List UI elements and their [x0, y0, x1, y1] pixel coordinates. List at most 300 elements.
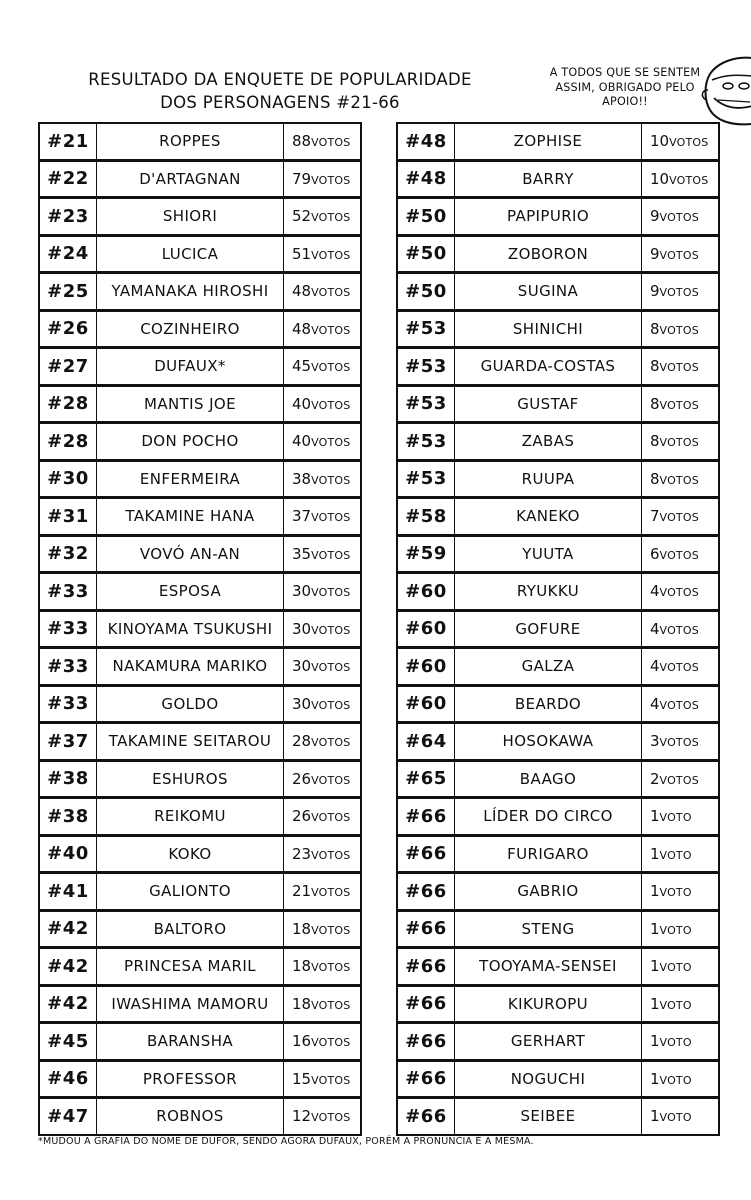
character-name-cell: LÍDER DO CIRCO	[455, 796, 642, 834]
author-note	[540, 66, 710, 110]
table-row	[40, 871, 360, 909]
character-name-cell: FURIGARO	[455, 834, 642, 872]
character-name-cell: GUSTAF	[455, 384, 642, 422]
table-row	[40, 346, 360, 384]
rank-cell: #31	[40, 496, 97, 534]
character-name-cell: BALTORO	[97, 909, 284, 947]
table-row	[40, 309, 360, 347]
votes-count: 8	[650, 432, 660, 451]
votes-cell	[642, 796, 718, 834]
title-line-2: DOS PERSONAGENS #21-66	[160, 93, 400, 112]
votes-unit: VOTOS	[659, 773, 699, 787]
character-name-cell: NAKAMURA MARIKO	[97, 646, 284, 684]
votes-count: 30	[292, 657, 312, 676]
votes-count: 26	[292, 769, 312, 788]
rank-cell: #60	[398, 684, 455, 722]
votes-unit: VOTOS	[311, 1036, 351, 1050]
votes-cell	[284, 384, 360, 422]
votes-cell	[642, 909, 718, 947]
table-row	[398, 909, 718, 947]
ranking-table-right	[396, 122, 720, 1136]
votes-unit: VOTOS	[659, 361, 699, 375]
votes-cell	[642, 346, 718, 384]
votes-count: 4	[650, 582, 660, 601]
rank-cell: #64	[398, 721, 455, 759]
votes-cell	[642, 234, 718, 272]
votes-cell	[284, 124, 360, 159]
votes-cell	[642, 871, 718, 909]
character-name-cell: YUUTA	[455, 534, 642, 572]
table-row	[40, 196, 360, 234]
votes-unit: VOTOS	[311, 961, 351, 975]
votes-unit: VOTOS	[311, 1073, 351, 1087]
table-row	[40, 534, 360, 572]
votes-unit: VOTO	[659, 923, 692, 937]
votes-cell	[642, 646, 718, 684]
votes-cell	[642, 159, 718, 197]
votes-count: 1	[650, 1069, 660, 1088]
votes-unit: VOTO	[659, 998, 692, 1012]
table-row	[398, 196, 718, 234]
table-row	[398, 234, 718, 272]
rank-cell: #46	[40, 1059, 97, 1097]
table-row	[398, 609, 718, 647]
character-name-cell: PROFESSOR	[97, 1059, 284, 1097]
votes-unit: VOTOS	[659, 698, 699, 712]
table-row	[398, 384, 718, 422]
rank-cell: #59	[398, 534, 455, 572]
table-row	[40, 834, 360, 872]
rank-cell: #33	[40, 684, 97, 722]
rank-cell: #66	[398, 984, 455, 1022]
character-name-cell: KANEKO	[455, 496, 642, 534]
character-name-cell: ZOPHISE	[455, 124, 642, 159]
rank-cell: #30	[40, 459, 97, 497]
votes-count: 8	[650, 319, 660, 338]
votes-unit: VOTOS	[311, 923, 351, 937]
votes-unit: VOTOS	[659, 548, 699, 562]
character-name-cell: SHIORI	[97, 196, 284, 234]
rank-cell: #66	[398, 1059, 455, 1097]
votes-count: 8	[650, 357, 660, 376]
table-row	[398, 271, 718, 309]
votes-count: 12	[292, 1107, 312, 1126]
votes-cell	[284, 459, 360, 497]
votes-cell	[284, 346, 360, 384]
votes-cell	[284, 234, 360, 272]
rank-cell: #26	[40, 309, 97, 347]
votes-count: 15	[292, 1069, 312, 1088]
votes-count: 7	[650, 507, 660, 526]
table-row	[40, 459, 360, 497]
votes-cell	[284, 196, 360, 234]
votes-unit: VOTOS	[659, 586, 699, 600]
votes-cell	[284, 684, 360, 722]
votes-cell	[642, 124, 718, 159]
votes-count: 45	[292, 357, 312, 376]
table-row	[40, 496, 360, 534]
table-row	[40, 796, 360, 834]
votes-cell	[642, 759, 718, 797]
votes-unit: VOTOS	[659, 398, 699, 412]
table-row	[398, 459, 718, 497]
character-name-cell: ROPPES	[97, 124, 284, 159]
rank-cell: #60	[398, 571, 455, 609]
votes-count: 10	[650, 132, 670, 151]
character-name-cell: LUCICA	[97, 234, 284, 272]
votes-unit: VOTOS	[659, 248, 699, 262]
rank-cell: #58	[398, 496, 455, 534]
votes-cell	[284, 721, 360, 759]
rank-cell: #53	[398, 384, 455, 422]
votes-unit: VOTOS	[311, 586, 351, 600]
votes-cell	[284, 159, 360, 197]
rank-cell: #66	[398, 871, 455, 909]
table-row	[40, 271, 360, 309]
votes-unit: VOTOS	[311, 473, 351, 487]
table-row	[398, 834, 718, 872]
votes-unit: VOTOS	[311, 323, 351, 337]
votes-count: 1	[650, 919, 660, 938]
character-name-cell: GALZA	[455, 646, 642, 684]
table-row	[40, 1059, 360, 1097]
votes-count: 8	[650, 394, 660, 413]
author-face-icon	[696, 50, 751, 130]
rank-cell: #66	[398, 1021, 455, 1059]
character-name-cell: SEIBEE	[455, 1096, 642, 1134]
table-row	[398, 534, 718, 572]
votes-cell	[642, 534, 718, 572]
votes-cell	[642, 609, 718, 647]
table-row	[398, 646, 718, 684]
table-row	[40, 124, 360, 159]
votes-count: 40	[292, 432, 312, 451]
votes-cell	[642, 984, 718, 1022]
character-name-cell: KINOYAMA TSUKUSHI	[97, 609, 284, 647]
table-row	[398, 159, 718, 197]
table-row	[398, 1059, 718, 1097]
votes-count: 26	[292, 807, 312, 826]
rank-cell: #48	[398, 159, 455, 197]
rank-cell: #50	[398, 196, 455, 234]
character-name-cell: SUGINA	[455, 271, 642, 309]
rank-cell: #53	[398, 421, 455, 459]
votes-cell	[642, 571, 718, 609]
table-row	[398, 759, 718, 797]
table-row	[40, 946, 360, 984]
votes-count: 1	[650, 882, 660, 901]
rank-cell: #28	[40, 421, 97, 459]
author-note-line-3: APOIO!!	[602, 95, 648, 108]
votes-unit: VOTOS	[311, 698, 351, 712]
votes-count: 37	[292, 507, 312, 526]
votes-cell	[642, 1096, 718, 1134]
votes-unit: VOTO	[659, 811, 692, 825]
table-row	[398, 984, 718, 1022]
votes-unit: VOTOS	[311, 661, 351, 675]
votes-count: 1	[650, 957, 660, 976]
footnote: *MUDOU A GRAFIA DO NOME DE DUFOR, SENDO AGORA DUFAUX, PORÉM A PRONÚNCIA É A MESMA.	[38, 1136, 534, 1147]
votes-unit: VOTO	[659, 1111, 692, 1125]
rank-cell: #42	[40, 909, 97, 947]
votes-cell	[642, 946, 718, 984]
votes-unit: VOTOS	[659, 736, 699, 750]
votes-unit: VOTOS	[311, 811, 351, 825]
rank-cell: #33	[40, 646, 97, 684]
rank-cell: #60	[398, 609, 455, 647]
rank-cell: #53	[398, 459, 455, 497]
character-name-cell: ROBNOS	[97, 1096, 284, 1134]
character-name-cell: ENFERMEIRA	[97, 459, 284, 497]
table-row	[398, 571, 718, 609]
votes-unit: VOTOS	[659, 623, 699, 637]
votes-cell	[642, 384, 718, 422]
votes-unit: VOTOS	[311, 398, 351, 412]
votes-count: 40	[292, 394, 312, 413]
votes-count: 1	[650, 807, 660, 826]
votes-cell	[284, 646, 360, 684]
character-name-cell: TAKAMINE HANA	[97, 496, 284, 534]
rank-cell: #25	[40, 271, 97, 309]
votes-count: 1	[650, 994, 660, 1013]
votes-unit: VOTOS	[669, 136, 709, 150]
votes-cell	[642, 496, 718, 534]
rank-cell: #66	[398, 1096, 455, 1134]
votes-cell	[642, 834, 718, 872]
character-name-cell: PAPIPURIO	[455, 196, 642, 234]
votes-count: 1	[650, 1107, 660, 1126]
table-row	[40, 571, 360, 609]
votes-unit: VOTOS	[311, 511, 351, 525]
table-row	[398, 309, 718, 347]
votes-cell	[284, 271, 360, 309]
votes-count: 48	[292, 282, 312, 301]
character-name-cell: ZABAS	[455, 421, 642, 459]
table-row	[40, 1096, 360, 1134]
table-row	[398, 1021, 718, 1059]
table-row	[40, 984, 360, 1022]
character-name-cell: ZOBORON	[455, 234, 642, 272]
votes-count: 1	[650, 844, 660, 863]
votes-cell	[284, 309, 360, 347]
votes-unit: VOTOS	[311, 848, 351, 862]
rank-cell: #40	[40, 834, 97, 872]
rank-cell: #33	[40, 609, 97, 647]
rank-cell: #66	[398, 796, 455, 834]
votes-count: 9	[650, 282, 660, 301]
table-row	[398, 946, 718, 984]
votes-unit: VOTOS	[311, 173, 351, 187]
character-name-cell: DON POCHO	[97, 421, 284, 459]
rank-cell: #66	[398, 909, 455, 947]
rank-cell: #60	[398, 646, 455, 684]
votes-count: 18	[292, 919, 312, 938]
table-row	[398, 796, 718, 834]
character-name-cell: YAMANAKA HIROSHI	[97, 271, 284, 309]
rank-cell: #42	[40, 984, 97, 1022]
votes-unit: VOTO	[659, 848, 692, 862]
character-name-cell: KOKO	[97, 834, 284, 872]
rank-cell: #27	[40, 346, 97, 384]
votes-count: 10	[650, 169, 670, 188]
rank-cell: #24	[40, 234, 97, 272]
rank-cell: #33	[40, 571, 97, 609]
votes-count: 4	[650, 619, 660, 638]
table-row	[40, 759, 360, 797]
votes-count: 23	[292, 844, 312, 863]
title-line-1: RESULTADO DA ENQUETE DE POPULARIDADE	[88, 70, 472, 89]
rank-cell: #42	[40, 946, 97, 984]
votes-unit: VOTOS	[659, 211, 699, 225]
votes-cell	[284, 871, 360, 909]
votes-cell	[284, 796, 360, 834]
votes-unit: VOTOS	[659, 286, 699, 300]
rank-cell: #37	[40, 721, 97, 759]
table-row	[398, 1096, 718, 1134]
character-name-cell: GABRIO	[455, 871, 642, 909]
votes-count: 38	[292, 469, 312, 488]
table-row	[40, 421, 360, 459]
character-name-cell: DUFAUX*	[97, 346, 284, 384]
votes-unit: VOTOS	[659, 511, 699, 525]
votes-cell	[284, 421, 360, 459]
character-name-cell: TAKAMINE SEITAROU	[97, 721, 284, 759]
rank-cell: #22	[40, 159, 97, 197]
table-row	[398, 124, 718, 159]
votes-cell	[284, 1096, 360, 1134]
table-row	[398, 721, 718, 759]
character-name-cell: GOFURE	[455, 609, 642, 647]
character-name-cell: PRINCESA MARIL	[97, 946, 284, 984]
character-name-cell: ESPOSA	[97, 571, 284, 609]
rank-cell: #38	[40, 796, 97, 834]
table-row	[398, 421, 718, 459]
character-name-cell: GOLDO	[97, 684, 284, 722]
table-row	[40, 234, 360, 272]
votes-unit: VOTOS	[311, 623, 351, 637]
votes-count: 18	[292, 957, 312, 976]
character-name-cell: VOVÓ AN-AN	[97, 534, 284, 572]
rank-cell: #50	[398, 234, 455, 272]
character-name-cell: RUUPA	[455, 459, 642, 497]
votes-unit: VOTOS	[659, 473, 699, 487]
votes-cell	[284, 909, 360, 947]
rank-cell: #53	[398, 346, 455, 384]
rank-cell: #65	[398, 759, 455, 797]
ranking-table-left	[38, 122, 362, 1136]
votes-unit: VOTOS	[311, 436, 351, 450]
table-row	[40, 384, 360, 422]
votes-unit: VOTOS	[311, 736, 351, 750]
votes-cell	[642, 459, 718, 497]
votes-count: 18	[292, 994, 312, 1013]
votes-cell	[284, 834, 360, 872]
votes-cell	[642, 196, 718, 234]
character-name-cell: STENG	[455, 909, 642, 947]
votes-unit: VOTOS	[311, 136, 351, 150]
character-name-cell: SHINICHI	[455, 309, 642, 347]
character-name-cell: REIKOMU	[97, 796, 284, 834]
character-name-cell: MANTIS JOE	[97, 384, 284, 422]
rank-cell: #45	[40, 1021, 97, 1059]
table-row	[398, 871, 718, 909]
character-name-cell: KIKUROPU	[455, 984, 642, 1022]
table-row	[40, 159, 360, 197]
character-name-cell: TOOYAMA-SENSEI	[455, 946, 642, 984]
votes-count: 1	[650, 1032, 660, 1051]
table-row	[398, 496, 718, 534]
author-note-line-1: A TODOS QUE SE SENTEM	[549, 66, 701, 79]
character-name-cell: IWASHIMA MAMORU	[97, 984, 284, 1022]
votes-unit: VOTO	[659, 1073, 692, 1087]
rank-cell: #66	[398, 946, 455, 984]
votes-count: 88	[292, 132, 312, 151]
votes-count: 3	[650, 732, 660, 751]
votes-unit: VOTOS	[311, 998, 351, 1012]
character-name-cell: COZINHEIRO	[97, 309, 284, 347]
votes-cell	[642, 271, 718, 309]
votes-cell	[642, 721, 718, 759]
rank-cell: #32	[40, 534, 97, 572]
votes-count: 4	[650, 694, 660, 713]
votes-unit: VOTO	[659, 1036, 692, 1050]
table-row	[40, 721, 360, 759]
votes-unit: VOTOS	[311, 1111, 351, 1125]
votes-cell	[642, 1021, 718, 1059]
votes-unit: VOTOS	[311, 548, 351, 562]
character-name-cell: D'ARTAGNAN	[97, 159, 284, 197]
author-note-line-2: ASSIM, OBRIGADO PELO	[555, 80, 695, 94]
votes-unit: VOTOS	[311, 248, 351, 262]
votes-count: 52	[292, 207, 312, 226]
votes-count: 79	[292, 169, 312, 188]
votes-unit: VOTOS	[311, 211, 351, 225]
character-name-cell: ESHUROS	[97, 759, 284, 797]
character-name-cell: BARRY	[455, 159, 642, 197]
rank-cell: #50	[398, 271, 455, 309]
rank-cell: #47	[40, 1096, 97, 1134]
character-name-cell: GUARDA-COSTAS	[455, 346, 642, 384]
table-row	[40, 684, 360, 722]
votes-cell	[284, 534, 360, 572]
votes-count: 9	[650, 207, 660, 226]
character-name-cell: GERHART	[455, 1021, 642, 1059]
votes-count: 30	[292, 619, 312, 638]
votes-unit: VOTOS	[659, 661, 699, 675]
votes-unit: VOTO	[659, 886, 692, 900]
votes-count: 21	[292, 882, 312, 901]
votes-cell	[642, 309, 718, 347]
table-row	[398, 346, 718, 384]
votes-unit: VOTOS	[311, 773, 351, 787]
rank-cell: #53	[398, 309, 455, 347]
votes-cell	[284, 571, 360, 609]
votes-count: 30	[292, 694, 312, 713]
votes-cell	[284, 759, 360, 797]
character-name-cell: NOGUCHI	[455, 1059, 642, 1097]
page-title	[60, 68, 500, 114]
rank-cell: #66	[398, 834, 455, 872]
votes-cell	[284, 1059, 360, 1097]
votes-cell	[284, 984, 360, 1022]
character-name-cell: RYUKKU	[455, 571, 642, 609]
rank-cell: #21	[40, 124, 97, 159]
votes-count: 51	[292, 244, 312, 263]
character-name-cell: HOSOKAWA	[455, 721, 642, 759]
votes-unit: VOTOS	[311, 286, 351, 300]
votes-unit: VOTOS	[311, 361, 351, 375]
votes-unit: VOTOS	[311, 886, 351, 900]
